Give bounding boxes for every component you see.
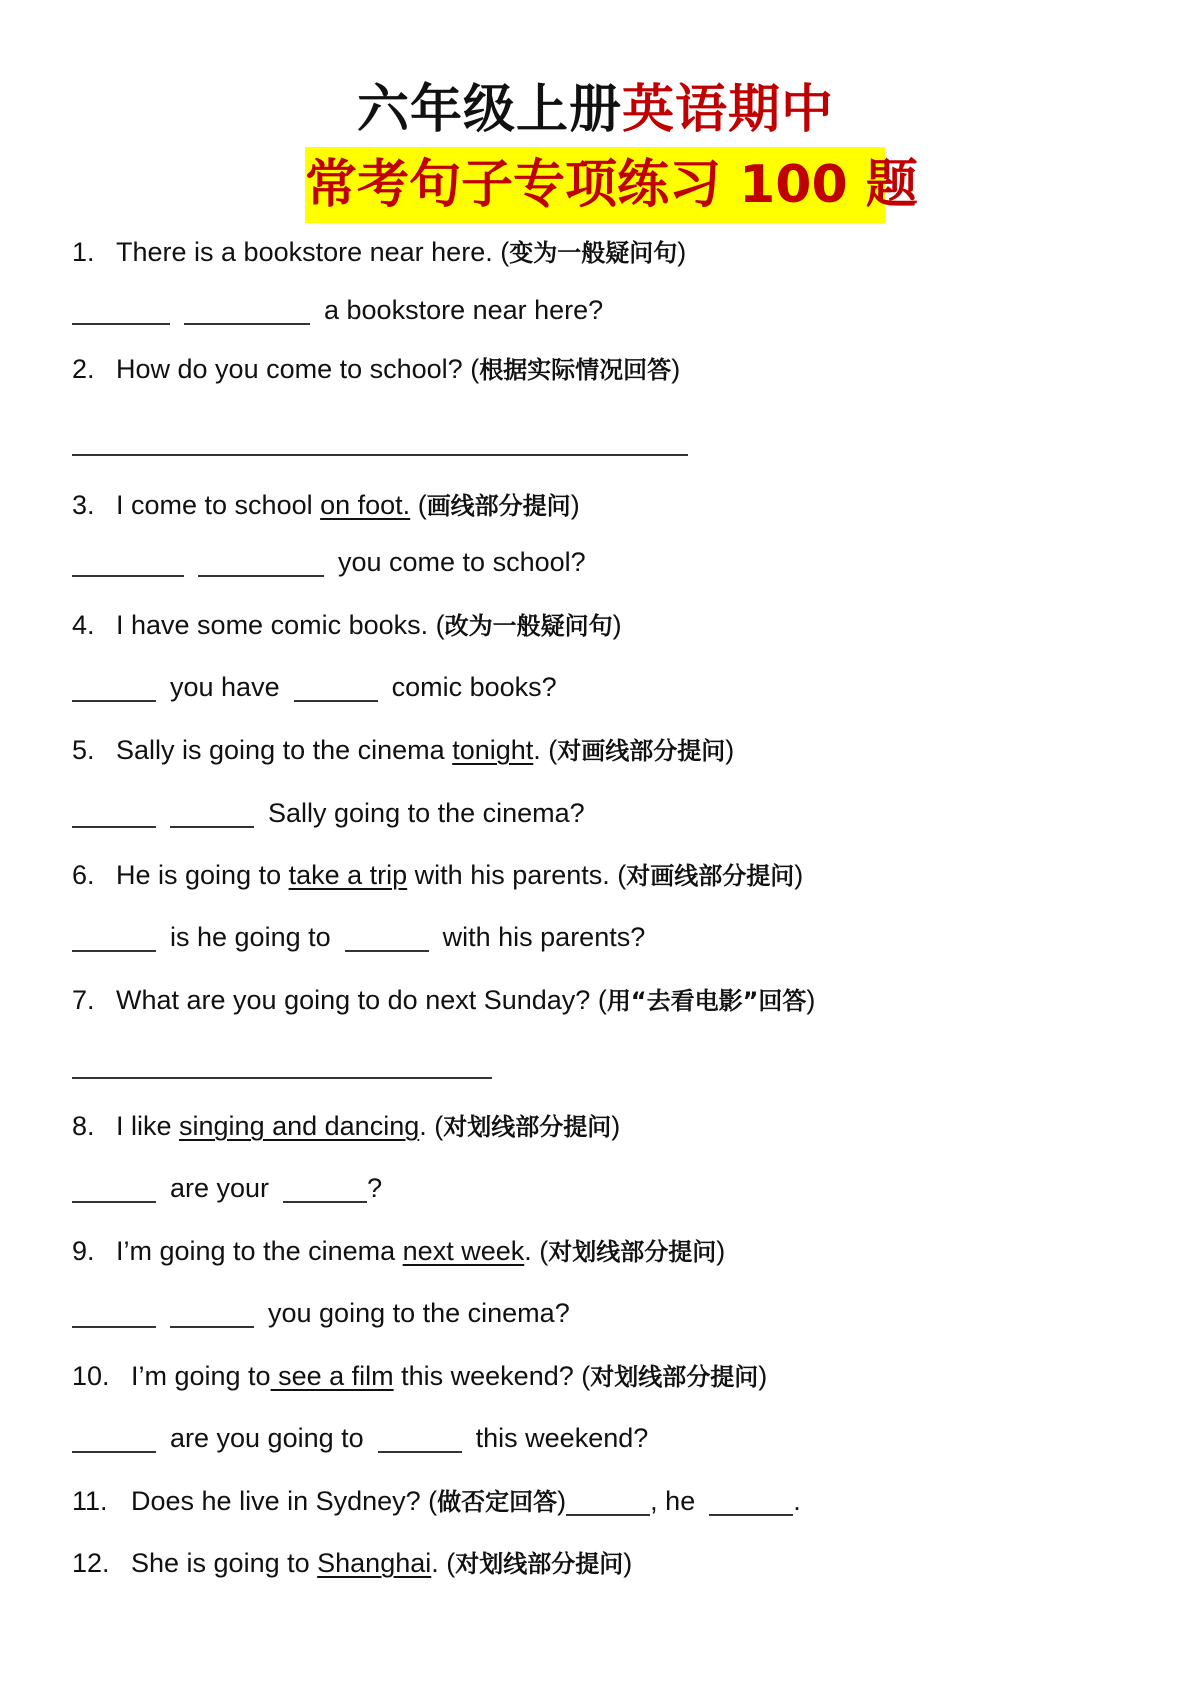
answer-6 (72, 920, 645, 954)
question-1 (72, 235, 686, 270)
question-number: 6. (72, 860, 95, 890)
question-text: He is going to (116, 860, 289, 890)
answer-text: you have (170, 672, 280, 702)
answer-text: ? (367, 1173, 383, 1203)
answer-blank[interactable] (283, 1175, 367, 1203)
answer-blank[interactable] (72, 1300, 156, 1328)
question-text-mid: . ( (533, 735, 558, 765)
answer-line[interactable] (72, 1077, 492, 1079)
answer-blank[interactable] (72, 674, 156, 702)
question-6 (72, 858, 803, 893)
question-text-end: ) (806, 985, 816, 1015)
title-red-part: 英语期中 (622, 80, 835, 140)
question-text-end: ) (671, 354, 681, 384)
question-hint: 对画线部分提问 (557, 737, 726, 765)
answer-10 (72, 1421, 648, 1455)
question-10 (72, 1359, 767, 1394)
answer-text: Sally going to the cinema? (268, 798, 585, 828)
question-text-end: ) (557, 1486, 567, 1516)
question-hint: 用“去看电影”回答 (606, 987, 807, 1015)
question-5 (72, 733, 734, 768)
question-hint: 变为一般疑问句 (509, 239, 678, 267)
answer-blank[interactable] (72, 924, 156, 952)
answer-line[interactable] (72, 454, 688, 456)
answer-4 (72, 670, 557, 704)
question-text: She is going to (131, 1548, 318, 1578)
answer-blank[interactable] (72, 1425, 156, 1453)
answer-8 (72, 1171, 382, 1205)
answer-blank[interactable] (198, 549, 324, 577)
answer-text: you come to school? (338, 547, 586, 577)
question-hint: 对划线部分提问 (548, 1238, 717, 1266)
question-number: 11. (72, 1486, 108, 1516)
question-number: 9. (72, 1236, 95, 1266)
answer-blank[interactable] (170, 800, 254, 828)
answer-5 (72, 796, 585, 830)
title-black-part: 六年级上册 (356, 80, 622, 140)
underlined-phrase: tonight (452, 735, 534, 765)
question-text-mid: ( (410, 490, 427, 520)
question-9 (72, 1234, 725, 1269)
answer-text: . (793, 1486, 801, 1516)
answer-blank[interactable] (378, 1425, 462, 1453)
answer-text: are your (170, 1173, 270, 1203)
question-text: I like (116, 1111, 180, 1141)
question-text-end: ) (612, 610, 622, 640)
question-text-end: ) (716, 1236, 726, 1266)
question-number: 7. (72, 985, 95, 1015)
underlined-phrase: Shanghai (317, 1548, 432, 1578)
answer-blank[interactable] (170, 1300, 254, 1328)
answer-blank[interactable] (72, 297, 170, 325)
question-text: There is a bookstore near here. ( (116, 237, 510, 267)
underlined-phrase: take a trip (288, 860, 408, 890)
question-text: Sally is going to the cinema (116, 735, 453, 765)
question-text-end: ) (794, 860, 804, 890)
question-text-mid: this weekend? ( (393, 1361, 591, 1391)
question-7 (72, 983, 815, 1018)
question-text-end: ) (725, 735, 735, 765)
question-3 (72, 488, 580, 523)
answer-blank[interactable] (72, 800, 156, 828)
answer-text: a bookstore near here? (324, 295, 604, 325)
question-hint: 做否定回答 (437, 1488, 558, 1516)
answer-blank[interactable] (294, 674, 378, 702)
question-text-mid: . ( (419, 1111, 444, 1141)
answer-blank[interactable] (72, 549, 184, 577)
question-number: 2. (72, 354, 95, 384)
question-text: What are you going to do next Sunday? ( (116, 985, 607, 1015)
answer-blank[interactable] (184, 297, 310, 325)
question-number: 5. (72, 735, 95, 765)
underlined-phrase: next week (402, 1236, 525, 1266)
question-8 (72, 1109, 620, 1144)
question-text: I’m going to the cinema (116, 1236, 403, 1266)
page-title (0, 78, 1191, 142)
answer-blank[interactable] (345, 924, 429, 952)
question-hint: 根据实际情况回答 (479, 356, 672, 384)
question-text: Does he live in Sydney? ( (131, 1486, 438, 1516)
answer-blank[interactable] (72, 1175, 156, 1203)
underlined-phrase: see a film (270, 1361, 394, 1391)
question-text-mid: . ( (431, 1548, 456, 1578)
answer-text: , he (650, 1486, 696, 1516)
question-11 (72, 1484, 801, 1519)
answer-blank[interactable] (566, 1488, 650, 1516)
underlined-phrase: on foot. (320, 490, 411, 520)
answer-text: comic books? (391, 672, 557, 702)
answer-3 (72, 545, 586, 579)
answer-9 (72, 1296, 570, 1330)
answer-text: this weekend? (475, 1423, 649, 1453)
answer-text: you going to the cinema? (268, 1298, 570, 1328)
question-number: 12. (72, 1548, 110, 1578)
question-text-end: ) (758, 1361, 768, 1391)
answer-1 (72, 293, 603, 327)
question-hint: 画线部分提问 (426, 492, 571, 520)
answer-text: is he going to (170, 922, 331, 952)
question-text-end: ) (623, 1548, 633, 1578)
question-text-end: ) (570, 490, 580, 520)
underlined-phrase: singing and dancing (179, 1111, 420, 1141)
question-number: 3. (72, 490, 95, 520)
answer-text: are you going to (170, 1423, 364, 1453)
question-2 (72, 352, 680, 387)
question-12 (72, 1546, 632, 1581)
answer-blank[interactable] (709, 1488, 793, 1516)
question-hint: 对划线部分提问 (443, 1113, 612, 1141)
question-text: How do you come to school? ( (116, 354, 480, 384)
question-text-mid: with his parents. ( (407, 860, 627, 890)
answer-text: with his parents? (442, 922, 646, 952)
question-text-end: ) (611, 1111, 621, 1141)
question-hint: 改为一般疑问句 (444, 612, 613, 640)
question-text: I come to school (116, 490, 321, 520)
question-text: I’m going to (131, 1361, 271, 1391)
question-number: 10. (72, 1361, 110, 1391)
subtitle-banner (305, 147, 918, 223)
question-text-end: ) (677, 237, 687, 267)
question-hint: 对划线部分提问 (455, 1550, 624, 1578)
question-hint: 对划线部分提问 (590, 1363, 759, 1391)
question-4 (72, 608, 622, 643)
question-text-mid: . ( (524, 1236, 549, 1266)
question-number: 1. (72, 237, 95, 267)
question-hint: 对画线部分提问 (626, 862, 795, 890)
question-number: 8. (72, 1111, 95, 1141)
question-text: I have some comic books. ( (116, 610, 445, 640)
question-number: 4. (72, 610, 95, 640)
subtitle: 常考句子专项练习 100 题 (305, 155, 918, 215)
